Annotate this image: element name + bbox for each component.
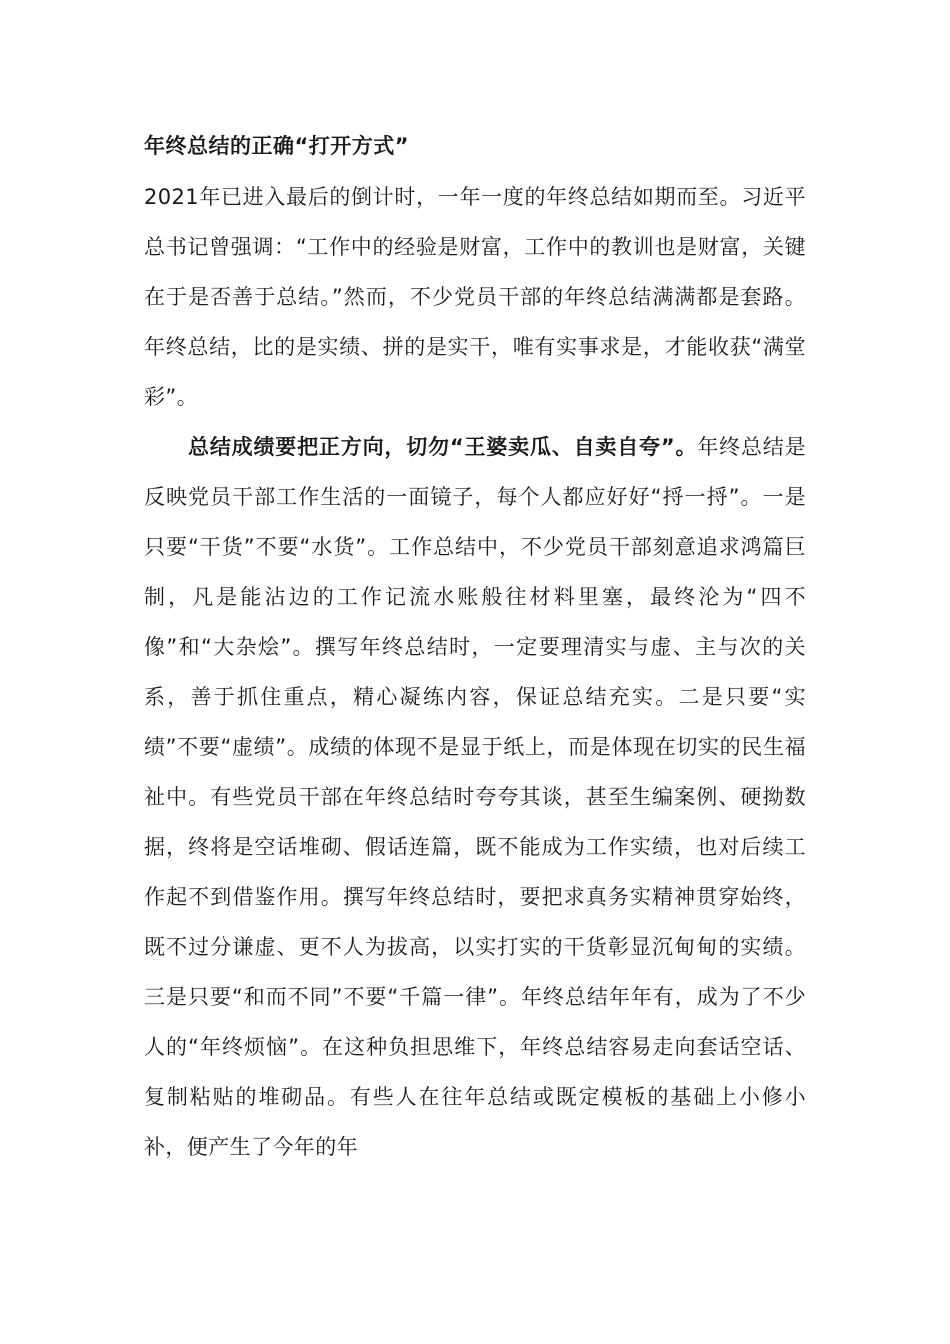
document-body: [144, 128, 806, 1172]
paragraph-section-1-lead: 总结成绩要把正方向，切勿“王婆卖瓜、自卖自夸”。: [188, 435, 698, 459]
paragraph-intro: [144, 172, 806, 422]
paragraph-intro-text: 2021年已进入最后的倒计时，一年一度的年终总结如期而至。习近平总书记曾强调：“工作中的经验是财富，工作中的教训也是财富，关键在于是否善于总结。”然而，不少党员干部的年终总结满满都是套路。年终总结，比的是实绩、拼的是实干，唯有实事求是，才能收获“满堂彩”。: [144, 185, 806, 409]
paragraph-section-1-text: 年终总结是反映党员干部工作生活的一面镜子，每个人都应好好“捋一捋”。一是只要“干货”不要“水货”。工作总结中，不少党员干部刻意追求鸿篇巨制，凡是能沾边的工作记流水账般往材料里塞，最终沦为“四不像”和“大杂烩”。撰写年终总结时，一定要理清实与虚、主与次的关系，善于抓住重点，精心凝练内容，保证总结充实。二是只要“实绩”不要“虚绩”。成绩的体现不是显于纸上，而是体现在切实的民生福祉中。有些党员干部在年终总结时夸夸其谈，甚至生编案例、硬拗数据，终将是空话堆砌、假话连篇，既不能成为工作实绩，也对后续工作起不到借鉴作用。撰写年终总结时，要把求真务实精神贯穿始终，既不过分谦虚、更不人为拔高，以实打实的干货彰显沉甸甸的实绩。三是只要“和而不同”不要“千篇一律”。年终总结年年有，成为了不少人的“年终烦恼”。在这种负担思维下，年终总结容易走向套话空话、复制粘贴的堆砌品。有些人在往年总结或既定模板的基础上小修小补，便产生了今年的年: [144, 435, 807, 1159]
paragraph-section-1: [144, 422, 806, 1172]
document-title: 年终总结的正确“打开方式”: [144, 134, 410, 158]
